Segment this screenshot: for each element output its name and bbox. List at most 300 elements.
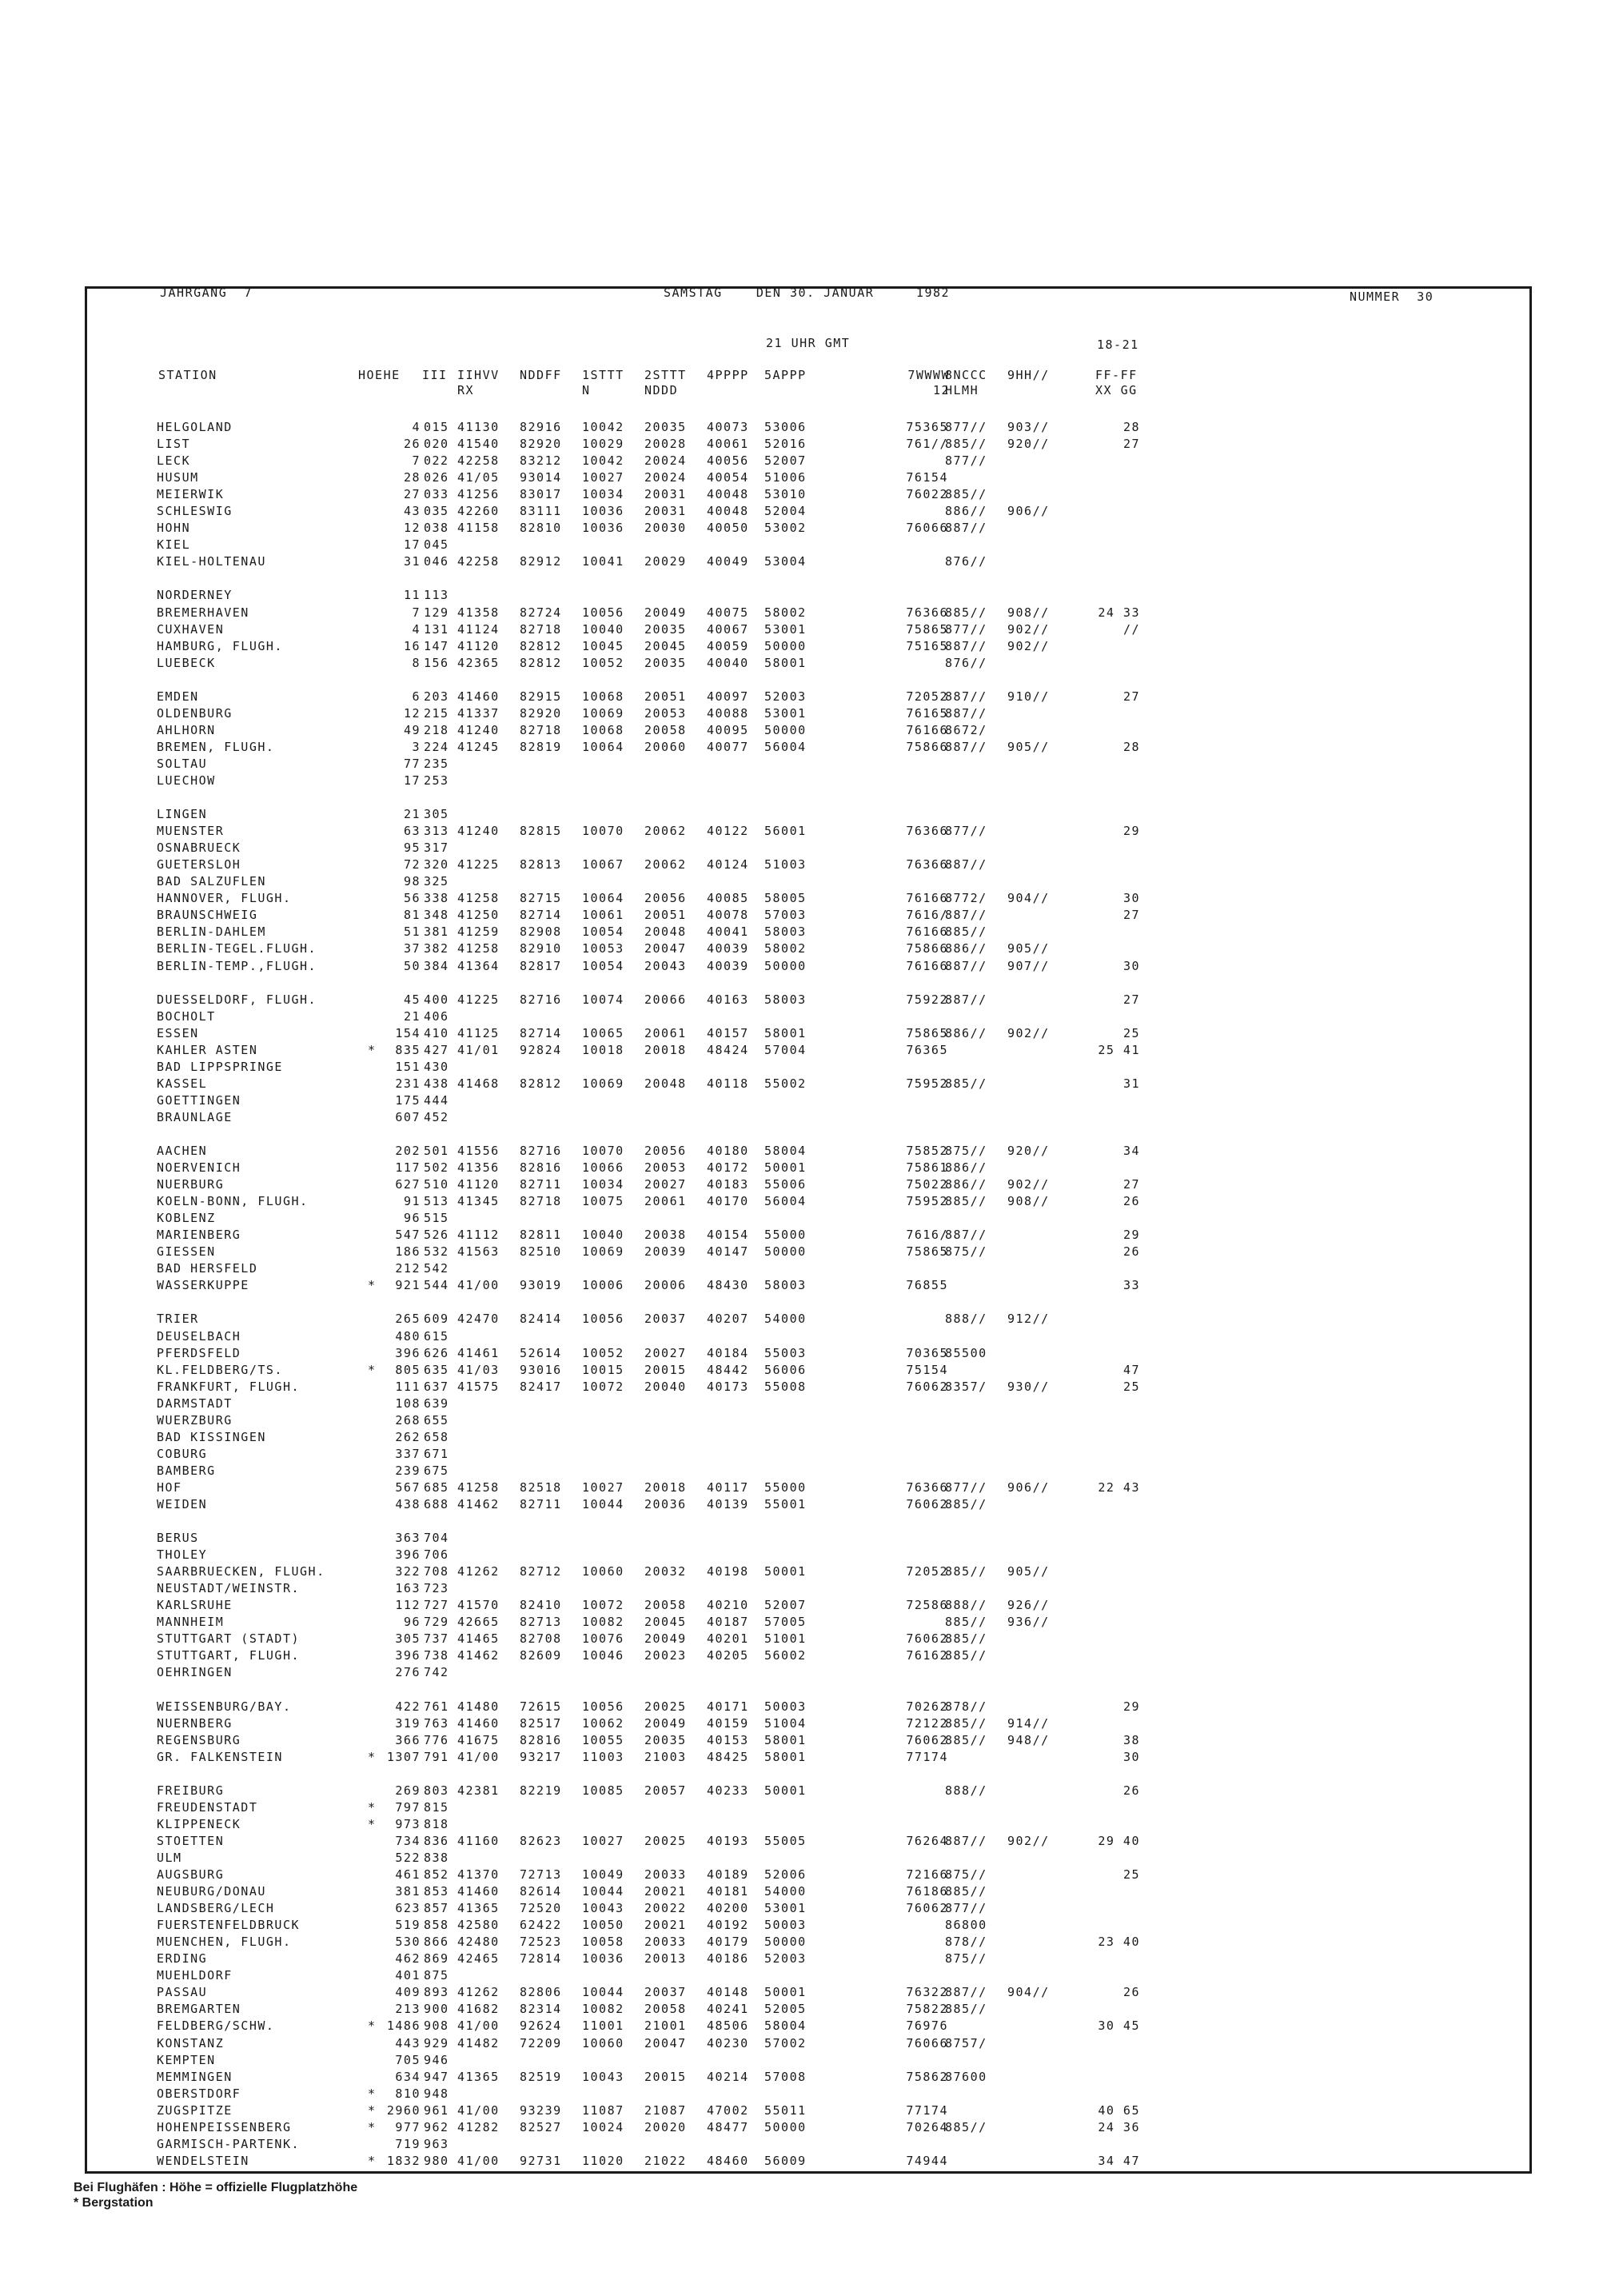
synop-group: 83212	[520, 453, 562, 469]
station-name: BRAUNSCHWEIG	[157, 908, 258, 923]
station-height: 31	[403, 554, 421, 569]
station-index: 706	[424, 1547, 449, 1563]
synop-group: 10006	[582, 1278, 624, 1293]
synop-group: 53004	[764, 554, 807, 569]
weather-group: 72052	[906, 1564, 948, 1579]
synop-group: 82812	[520, 1076, 562, 1091]
weather-group: 887//	[945, 521, 987, 536]
weather-group: 902//	[1007, 1025, 1050, 1040]
synop-group: 51006	[764, 470, 807, 485]
weather-group: 875//	[945, 1951, 987, 1967]
synop-group: 52005	[764, 2002, 807, 2017]
station-index: 852	[424, 1867, 449, 1883]
weather-group: 76366	[906, 824, 948, 839]
synop-group: 10082	[582, 1615, 624, 1630]
station-index: 858	[424, 1918, 449, 1933]
station-height: 95	[403, 841, 421, 856]
synop-group: 10052	[582, 655, 624, 670]
station-height: 607	[395, 1109, 421, 1124]
synop-group: 82718	[520, 722, 562, 737]
station-name: MUEHLDORF	[157, 1968, 233, 1983]
station-height: 12	[403, 521, 421, 536]
station-name: OBERSTDORF	[157, 2086, 241, 2101]
weather-group: 876//	[945, 655, 987, 670]
table-row	[157, 689, 1324, 705]
synop-group: 55001	[764, 1497, 807, 1511]
station-height: 56	[403, 891, 421, 906]
group-spacer	[157, 672, 1324, 689]
station-height: 381	[395, 1884, 421, 1899]
station-height: 17	[403, 537, 421, 553]
weather-group: 8757/	[945, 2035, 987, 2050]
weather-group: 877//	[945, 420, 987, 434]
table-row	[157, 1749, 1324, 1766]
weather-group: 888//	[945, 1312, 987, 1327]
synop-group: 40056	[707, 453, 749, 469]
synop-group: 56009	[764, 2153, 807, 2168]
station-height: 96	[403, 1615, 421, 1630]
synop-group: 20031	[644, 504, 687, 519]
station-index: 045	[424, 537, 449, 553]
station-height: 396	[395, 1648, 421, 1663]
table-row	[157, 2035, 1324, 2052]
group-spacer	[157, 1682, 1324, 1699]
synop-group: 10064	[582, 891, 624, 906]
station-name: HELGOLAND	[157, 420, 233, 434]
synop-group: 40085	[707, 891, 749, 906]
synop-group: 20018	[644, 1042, 687, 1057]
station-index: 947	[424, 2069, 449, 2084]
synop-group: 40118	[707, 1076, 749, 1091]
weather-group: 887//	[945, 992, 987, 1007]
station-index: 218	[424, 722, 449, 737]
synop-group: 20020	[644, 2119, 687, 2134]
table-row	[157, 940, 1324, 957]
synop-group: 40078	[707, 908, 749, 923]
synop-group: 40201	[707, 1631, 749, 1647]
synop-group: 41364	[457, 958, 500, 973]
group-spacer	[157, 1513, 1324, 1530]
station-name: NUERBURG	[157, 1177, 225, 1192]
station-index: 853	[424, 1884, 449, 1899]
station-name: STUTTGART (STADT)	[157, 1631, 301, 1647]
synop-group: 53001	[764, 1901, 807, 1916]
synop-group: 54000	[764, 1312, 807, 1327]
synop-group: 50003	[764, 1699, 807, 1714]
synop-group: 55006	[764, 1177, 807, 1192]
synop-group: 55008	[764, 1379, 807, 1394]
synop-group: 40124	[707, 857, 749, 872]
synop-group: 58004	[764, 1144, 807, 1159]
synop-group: 10044	[582, 1985, 624, 2000]
col-1sttt: 1STTT N	[582, 368, 624, 397]
weather-group: 75865	[906, 621, 948, 637]
weather-group: 75862	[906, 2069, 948, 2084]
station-name: SCHLESWIG	[157, 504, 233, 519]
synop-group: 10036	[582, 521, 624, 536]
synop-group: 72520	[520, 1901, 562, 1916]
wind-gust: 27	[1122, 908, 1140, 923]
station-index: 381	[424, 924, 449, 940]
table-row	[157, 2102, 1324, 2119]
synop-group: 20018	[644, 1479, 687, 1495]
synop-group: 40122	[707, 824, 749, 839]
station-name: MEMMINGEN	[157, 2069, 233, 2084]
station-index: 900	[424, 2002, 449, 2017]
synop-group: 41250	[457, 908, 500, 923]
table-row	[157, 1176, 1324, 1193]
synop-group: 20066	[644, 992, 687, 1007]
station-height: 77	[403, 756, 421, 771]
station-height: 810	[395, 2086, 421, 2101]
wind-gust: 27	[1122, 1177, 1140, 1192]
station-index: 384	[424, 958, 449, 973]
table-row	[157, 806, 1324, 823]
synop-group: 40059	[707, 638, 749, 653]
table-row	[157, 2052, 1324, 2069]
station-name: HOHN	[157, 521, 191, 536]
weather-group: 76166	[906, 722, 948, 737]
synop-group: 40048	[707, 487, 749, 502]
table-row	[157, 1277, 1324, 1294]
synop-group: 20045	[644, 638, 687, 653]
synop-group: 10055	[582, 1732, 624, 1747]
synop-group: 41337	[457, 705, 500, 721]
station-name: WEISSENBURG/BAY.	[157, 1699, 292, 1714]
synop-group: 20053	[644, 1160, 687, 1176]
synop-group: 82812	[520, 638, 562, 653]
synop-group: 56002	[764, 1648, 807, 1663]
synop-group: 10065	[582, 1025, 624, 1040]
station-name: FELDBERG/SCHW.	[157, 2018, 275, 2034]
weather-group: 887//	[945, 638, 987, 653]
table-row	[157, 2001, 1324, 2018]
synop-group: 10049	[582, 1867, 624, 1883]
table-row	[157, 1025, 1324, 1042]
weather-group: 75822	[906, 2002, 948, 2017]
synop-group: 20035	[644, 1732, 687, 1747]
station-name: CUXHAVEN	[157, 621, 225, 637]
synop-group: 82609	[520, 1648, 562, 1663]
synop-group: 58001	[764, 1732, 807, 1747]
synop-group: 82623	[520, 1833, 562, 1848]
station-name: BRAUNLAGE	[157, 1109, 233, 1124]
synop-group: 92824	[520, 1042, 562, 1057]
synop-group: 58002	[764, 941, 807, 956]
station-height: 1832	[386, 2153, 421, 2168]
synop-group: 50000	[764, 1244, 807, 1260]
station-height: 2960	[386, 2102, 421, 2118]
table-row	[157, 756, 1324, 773]
station-name: BAMBERG	[157, 1463, 216, 1478]
synop-group: 72615	[520, 1699, 562, 1714]
synop-group: 10056	[582, 1312, 624, 1327]
weather-group: 75952	[906, 1076, 948, 1091]
weather-group: 908//	[1007, 1194, 1050, 1209]
synop-group: 20029	[644, 554, 687, 569]
weather-group: 905//	[1007, 941, 1050, 956]
synop-group: 82711	[520, 1177, 562, 1192]
station-index: 708	[424, 1564, 449, 1579]
table-row	[157, 1362, 1324, 1379]
synop-group: 20025	[644, 1833, 687, 1848]
station-height: 98	[403, 874, 421, 889]
wind-gust: 34	[1122, 1144, 1140, 1159]
weather-group: 76162	[906, 1648, 948, 1663]
synop-group: 82711	[520, 1497, 562, 1511]
table-row	[157, 907, 1324, 924]
station-index: 639	[424, 1396, 449, 1411]
synop-group: 56004	[764, 739, 807, 754]
station-index: 427	[424, 1042, 449, 1057]
synop-group: 57005	[764, 1615, 807, 1630]
station-name: MUENCHEN, FLUGH.	[157, 1935, 292, 1950]
station-height: 151	[395, 1059, 421, 1074]
synop-group: 83017	[520, 487, 562, 502]
wind-gust: 29	[1122, 1699, 1140, 1714]
table-row	[157, 1042, 1324, 1059]
station-name: TRIER	[157, 1312, 199, 1327]
table-row	[157, 655, 1324, 672]
synop-group: 41460	[457, 1884, 500, 1899]
synop-group: 42381	[457, 1783, 500, 1798]
col-iihvv: IIHVV RX	[457, 368, 500, 397]
station-height: 213	[395, 2002, 421, 2017]
station-height: 108	[395, 1396, 421, 1411]
station-index: 438	[424, 1076, 449, 1091]
station-index: 513	[424, 1194, 449, 1209]
weather-group: 920//	[1007, 1144, 1050, 1159]
table-row	[157, 1699, 1324, 1715]
station-name: AUGSBURG	[157, 1867, 225, 1883]
mountain-station-marker: *	[368, 1362, 377, 1377]
synop-group: 82816	[520, 1160, 562, 1176]
station-height: 17	[403, 773, 421, 788]
synop-group: 41/03	[457, 1362, 500, 1377]
station-index: 875	[424, 1968, 449, 1983]
weather-group: 904//	[1007, 1985, 1050, 2000]
table-row	[157, 1850, 1324, 1867]
synop-group: 72523	[520, 1935, 562, 1950]
synop-group: 58003	[764, 924, 807, 940]
col-9hh: 9HH//	[1007, 368, 1050, 382]
synop-group: 40214	[707, 2069, 749, 2084]
synop-group: 41258	[457, 1479, 500, 1495]
synop-group: 10044	[582, 1497, 624, 1511]
station-name: BOCHOLT	[157, 1008, 216, 1024]
station-height: 522	[395, 1850, 421, 1865]
synop-group: 55003	[764, 1345, 807, 1360]
station-name: BREMERHAVEN	[157, 605, 249, 620]
station-name: FRANKFURT, FLUGH.	[157, 1379, 301, 1394]
synop-group: 82314	[520, 2002, 562, 2017]
station-index: 655	[424, 1412, 449, 1428]
table-row	[157, 1715, 1324, 1732]
weather-group: 885//	[945, 1631, 987, 1647]
synop-group: 41259	[457, 924, 500, 940]
weather-group: 75165	[906, 638, 948, 653]
group-spacer	[157, 1126, 1324, 1143]
synop-group: 20058	[644, 1598, 687, 1613]
station-height: 117	[395, 1160, 421, 1176]
station-index: 203	[424, 689, 449, 704]
table-row	[157, 1816, 1324, 1833]
station-height: 627	[395, 1177, 421, 1192]
table-row	[157, 1244, 1324, 1260]
station-name: FREIBURG	[157, 1783, 225, 1798]
table-row	[157, 453, 1324, 469]
station-height: 265	[395, 1312, 421, 1327]
station-index: 400	[424, 992, 449, 1007]
synop-group: 52003	[764, 1951, 807, 1967]
station-index: 838	[424, 1850, 449, 1865]
weather-group: 75861	[906, 1160, 948, 1176]
synop-group: 56004	[764, 1194, 807, 1209]
synop-group: 40180	[707, 1144, 749, 1159]
weather-group: 885//	[945, 1194, 987, 1209]
station-index: 675	[424, 1463, 449, 1478]
station-name: NORDERNEY	[157, 588, 233, 603]
synop-group: 40198	[707, 1564, 749, 1579]
synop-group: 53001	[764, 621, 807, 637]
station-index: 022	[424, 453, 449, 469]
table-row	[157, 1647, 1324, 1664]
station-index: 113	[424, 588, 449, 603]
table-row	[157, 1345, 1324, 1362]
station-name: KARLSRUHE	[157, 1598, 233, 1613]
weather-group: 907//	[1007, 958, 1050, 973]
station-height: 63	[403, 824, 421, 839]
station-index: 038	[424, 521, 449, 536]
station-height: 4	[412, 621, 421, 637]
station-name: WASSERKUPPE	[157, 1278, 249, 1293]
weather-group: 76366	[906, 1479, 948, 1495]
weather-group: 888//	[945, 1598, 987, 1613]
col-4pppp: 4PPPP	[707, 368, 749, 382]
synop-group: 82819	[520, 739, 562, 754]
station-name: GIESSEN	[157, 1244, 216, 1260]
station-index: 502	[424, 1160, 449, 1176]
synop-group: 10053	[582, 941, 624, 956]
station-height: 111	[395, 1379, 421, 1394]
station-index: 317	[424, 841, 449, 856]
synop-group: 10069	[582, 1076, 624, 1091]
weather-group: 902//	[1007, 638, 1050, 653]
station-height: 21	[403, 1008, 421, 1024]
synop-group: 82916	[520, 420, 562, 434]
weather-group: 920//	[1007, 437, 1050, 452]
weather-group: 75866	[906, 739, 948, 754]
station-name: WENDELSTEIN	[157, 2153, 249, 2168]
table-row	[157, 1580, 1324, 1597]
synop-group: 50000	[764, 638, 807, 653]
station-name: FUERSTENFELDBRUCK	[157, 1918, 301, 1933]
synop-group: 55000	[764, 1479, 807, 1495]
synop-group: 53006	[764, 420, 807, 434]
table-row	[157, 1092, 1324, 1109]
synop-group: 10062	[582, 1715, 624, 1731]
weather-group: 902//	[1007, 621, 1050, 637]
station-height: 623	[395, 1901, 421, 1916]
synop-group: 11087	[582, 2102, 624, 2118]
station-name: THOLEY	[157, 1547, 208, 1563]
synop-group: 48477	[707, 2119, 749, 2134]
station-name: REGENSBURG	[157, 1732, 241, 1747]
station-index: 963	[424, 2136, 449, 2151]
station-index: 626	[424, 1345, 449, 1360]
mountain-station-marker: *	[368, 2119, 377, 2134]
station-name: ESSEN	[157, 1025, 199, 1040]
synop-group: 40207	[707, 1312, 749, 1327]
synop-group: 40159	[707, 1715, 749, 1731]
synop-group: 41358	[457, 605, 500, 620]
synop-group: 20048	[644, 924, 687, 940]
synop-group: 10068	[582, 689, 624, 704]
synop-group: 40170	[707, 1194, 749, 1209]
weather-group: 72586	[906, 1598, 948, 1613]
synop-group: 62422	[520, 1918, 562, 1933]
table-row	[157, 2153, 1324, 2170]
station-height: 212	[395, 1261, 421, 1276]
synop-group: 10070	[582, 824, 624, 839]
synop-group: 82219	[520, 1783, 562, 1798]
weather-group: 885//	[945, 1497, 987, 1511]
synop-group: 50001	[764, 1564, 807, 1579]
station-name: BAD KISSINGEN	[157, 1429, 266, 1444]
weather-group: 877//	[945, 621, 987, 637]
synop-group: 20023	[644, 1648, 687, 1663]
synop-group: 72814	[520, 1951, 562, 1967]
weather-group: 75866	[906, 941, 948, 956]
synop-group: 20056	[644, 891, 687, 906]
synop-group: 53002	[764, 521, 807, 536]
synop-group: 10042	[582, 420, 624, 434]
synop-group: 41/00	[457, 2102, 500, 2118]
wind-gust: 34 47	[1098, 2153, 1140, 2168]
station-index: 305	[424, 807, 449, 822]
table-row	[157, 823, 1324, 840]
station-height: 26	[403, 437, 421, 452]
synop-group: 10034	[582, 487, 624, 502]
synop-group: 20047	[644, 2035, 687, 2050]
synop-group: 40193	[707, 1833, 749, 1848]
weather-group: 70262	[906, 1699, 948, 1714]
weather-group: 87600	[945, 2069, 987, 2084]
weather-group: 76322	[906, 1985, 948, 2000]
station-height: 396	[395, 1547, 421, 1563]
station-height: 835	[395, 1042, 421, 1057]
synop-group: 42480	[457, 1935, 500, 1950]
synop-group: 10034	[582, 1177, 624, 1192]
station-name: KEMPTEN	[157, 2052, 216, 2067]
table-row	[157, 1951, 1324, 1967]
synop-group: 41/00	[457, 1749, 500, 1764]
station-index: 532	[424, 1244, 449, 1260]
synop-group: 40077	[707, 739, 749, 754]
station-height: 231	[395, 1076, 421, 1091]
weather-group: 902//	[1007, 1833, 1050, 1848]
table-row	[157, 722, 1324, 739]
table-row	[157, 503, 1324, 520]
synop-group: 41258	[457, 941, 500, 956]
station-name: KONSTANZ	[157, 2035, 225, 2050]
jahrgang-label: JAHRGANG 7	[160, 286, 253, 300]
table-row	[157, 553, 1324, 570]
station-name: HOHENPEISSENBERG	[157, 2119, 292, 2134]
station-index: 815	[424, 1799, 449, 1815]
synop-group: 20024	[644, 470, 687, 485]
station-height: 719	[395, 2136, 421, 2151]
